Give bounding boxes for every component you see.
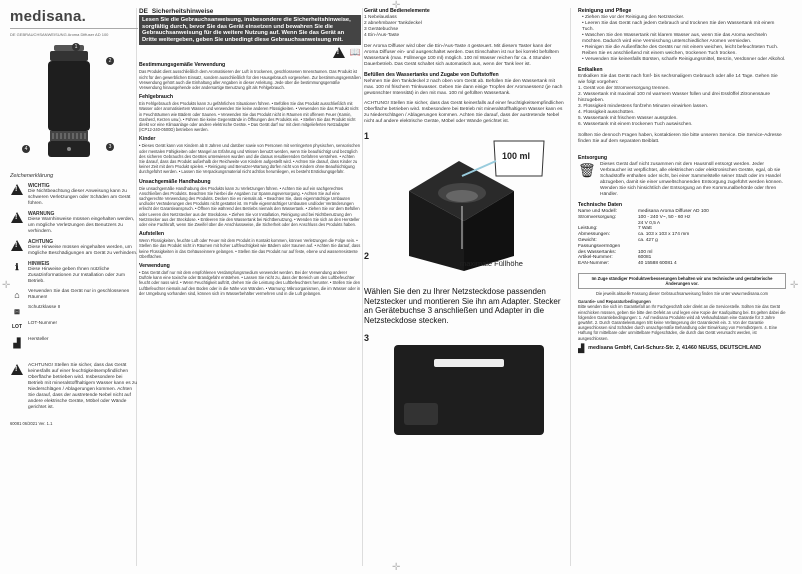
registration-mark-icon: ✛ (392, 0, 401, 11)
list-item: • Ziehen Sie vor der Reinigung den Netzstecker. (582, 15, 685, 20)
symbol-text: Diese Hinweise geben Ihnen nützliche Zusatzinformationen zur Installation oder zum Betrieb. (28, 267, 126, 284)
symbol-row (10, 239, 138, 257)
page-title: Sicherheitshinweise (151, 8, 214, 15)
banner-icons (139, 47, 361, 58)
section-title: Aufstellen (139, 231, 165, 238)
warranty-title: Garantie- und Reparaturbedingungen (578, 299, 651, 305)
fill-title: Befüllen des Wassertanks und Zugabe von Duftstoffen (364, 72, 499, 78)
list-item (364, 33, 564, 39)
list-item: 3. Flüssigkeit mindestens fünfzehn Minuten einwirken lassen. (578, 104, 709, 109)
section-text: Wenn Flüssigkeiten, feuchte Luft oder Feuer mit dem Produkt in Kontakt kommen, können Verletzungen die Folge sein. • Stellen Sie das Produkt nicht in Räumen mit hoher Luftfeuchtigkeit wie Bädern oder Saunen auf. • Achten Sie darauf, dass keine Flüssigkeiten in das Gehäuseinnere gelangen. • Stellen Sie das Produkt nur auf feste, ebene und wasserresistente Oberflächen. (139, 238, 361, 259)
care-item: Waschen Sie den Wassertank mit klarem Wasser aus, wenn Sie das Aroma wechseln möchten. Dadurch wird eine Vermischung unterschiedlicher Aromen vermieden. (582, 33, 767, 44)
manufacturer-address: medisana GmbH, Carl-Schurz-Str. 2, 41460 NEUSS, DEUTSCHLAND (588, 345, 762, 352)
adapter-photo (394, 345, 544, 435)
spec-key: EAN-Nummer: (578, 261, 610, 267)
fill-text: Nehmen Sie den Tankdeckel 2 nach oben vom Gerät ab. Befüllen Sie den Wassertank mit max. 100 ml frischem Trinkwasser. Geben Sie dann einige Tropfen der Aromaessenz (je nach gewünschter Intensität) in den mit max. 100 ml gefüllten Wassertank. (364, 79, 563, 96)
column-cover (10, 8, 138, 566)
section-title: Verwendung (139, 263, 170, 270)
list-item: 2. Wassertank mit maximal 100 ml warmem Wasser füllen und drei Esslöffel Zitronensäure hinzugeben. (578, 92, 771, 103)
registration-mark-icon: ✛ (2, 280, 11, 291)
spec-value: 24 V 0,5 A (638, 220, 661, 226)
list-item: • Waschen Sie den Wassertank mit klarem Wasser aus, wenn Sie das Aroma wechseln möchten. Dadurch wird eine Vermischung unterschiedlicher Aromen vermieden. (582, 33, 767, 44)
list-item: 1. Gerät von der Stromversorgung trennen. (578, 86, 670, 91)
info-icon: ℹ (15, 261, 19, 272)
operation-intro: Der Aroma Diffuser wird über die Ein-/Aus-Taste 4 gesteuert. Mit diesem Taster kann der Aroma Diffuser ein- und ausgeschaltet werden. Das Einschalten ist nur bei korrekt befülltem Wassertank (max. Füllmenge 100 ml) möglich. 100 ml Wasser reichen für ca. 4 Stunden Dauerbetrieb. Das Gerät schaltet sich automatisch aus, wenn der Tank leer ist. (364, 44, 559, 67)
spec-table (578, 209, 786, 267)
step-number: 3 (364, 333, 370, 344)
class-ii-icon: ⧈ (14, 305, 20, 316)
indoor-icon: ⌂ (14, 290, 20, 300)
care-list (578, 15, 786, 63)
parts-title: Gerät und Bedienelemente (364, 8, 430, 14)
bottom-warning-text: ACHTUNG! Stellen Sie sicher, dass das Gerät keinesfalls auf einer feuchtigkeitsempfindlichen Oberfläche betrieben wird. Insbesondere bei Betrieb mit mineralstoffhaltigem Wasser kann es zu Niederschlägen / Ablagerungen kommen. Achten Sie darauf, dass der austretende Nebel nicht auf andere elektrische Geräte, Möbel oder Wände gerichtet ist. (28, 363, 138, 410)
max-fill-label: maximale Füllhöhe (460, 259, 523, 268)
factory-icon: ▟ (13, 337, 21, 348)
bottom-warning (10, 363, 138, 411)
disposal-title: Entsorgung (578, 155, 608, 161)
spec-title: Technische Daten (578, 202, 623, 208)
symbol-row (10, 183, 138, 207)
list-item: 5. Wassertank mit frischem Wasser ausspülen. (578, 116, 678, 121)
support-text: Sollten Sie dennoch Fragen haben, kontaktieren Sie bitte unseren Service. Die Service-Adresse finden Sie auf dem separaten Beiblatt. (578, 133, 782, 144)
filling-image (404, 131, 554, 271)
spec-key: Artikel-Nummer: (578, 255, 613, 261)
section-text: • Das Gerät darf nur mit dem empfohlenen Verdampfungsmedium verwendet werden. Bei der Verwendung anderer Duftöle kann eine toxische oder Brandgefahr entstehen. • Lassen Sie nicht zu, dass der Bereich um den Luftbefeuchter feucht oder nass wird. • Wenn Feuchtigkeit auftritt, drehen Sie die Leistung des Luftbefeuchters herunter. • Stellen Sie den Luftbefeuchter niemals auf den Boden oder in die Nähe von Wänden. • Warnung: Mikroorganismen, die im Wasser oder in der Umgebung vorhanden sind, können sich im Wasserbehälter vermehren und in die Luft gelangen. (139, 270, 361, 296)
spec-key: Leistung: (578, 226, 598, 232)
document-subtitle: DE GEBRAUCHSANWEISUNG Aroma Diffuser AD 100 (10, 32, 109, 37)
list-item: 4. Flüssigkeit ausschütten. (578, 110, 635, 115)
spec-key: des Wassertanks: (578, 249, 616, 255)
manufacturer-footer (578, 344, 786, 353)
spec-value: ca. 103 x 103 x 174 mm (638, 232, 690, 238)
part-number: 3 (364, 27, 367, 32)
symbol-title: WARNUNG (28, 211, 55, 217)
section-text: Das Produkt dient ausschließlich dem Aromatisieren der Luft in trockenen, geschlossenen Innenräumen. Das Produkt ist nicht für den gewerblichen Einsatz, sondern ausschließlich für den Hausgebrauch vorgesehen. Zur bestimmungsgemäßen Verwendung gehört auch die Einhaltung aller Angaben in dieser Anleitung. Jede über die bestimmungsgemäße Verwendung hinausgehende oder andersartige Benutzung gilt als Fehlgebrauch. (139, 69, 361, 90)
symbol-row (10, 211, 138, 235)
spec-value: 100 - 240 V~, 50 - 60 Hz (638, 214, 691, 220)
spec-value: ca. 427 g (638, 237, 658, 243)
part-label: abnehmbarer Tankdeckel (368, 21, 422, 26)
spec-value: 40 15588 60081 4 (638, 261, 677, 267)
spec-key: Name und Modell: (578, 209, 617, 214)
aroma-diffuser-image (44, 45, 94, 161)
symbols-heading: Zeichenerklärung (10, 173, 54, 179)
disposal-block (578, 162, 786, 198)
symbol-text: Verwenden Sie das Gerät nur in geschlossenen Räumen! (28, 289, 130, 300)
divider (10, 28, 138, 29)
section-text: • Dieses Gerät kann von Kindern ab 8 Jahren und darüber sowie von Personen mit verringerten physischen, sensorischen oder mentalen Fähigkeiten oder Mangel an Erfahrung und Wissen benutzt werden, wenn Sie beaufsichtigt und bezüglich des sicheren Gebrauchs des Gerätes unterwiesen wurden und die daraus resultierenden Gefahren verstehen. • Achten Sie darauf, dass das Produkt außerhalb der Reichweite von Kindern aufgestellt wird. • Achten Sie darauf, dass Kinder zu keiner Zeit mit dem Produkt spielen. • Reinigung und Benutzer-Wartung dürfen nicht von Kindern ohne Beaufsichtigung durchgeführt werden. • Lassen Sie Verpackungsmaterial nicht achtlos herumliegen, es besteht Erstickungsgefahr. (139, 143, 361, 175)
care-item: Ziehen Sie vor der Reinigung den Netzstecker. (585, 15, 685, 20)
spec-value: 7 Watt (638, 226, 652, 232)
power-adapter (404, 403, 438, 425)
spec-key: Abmessungen: (578, 232, 610, 238)
spec-value: 100 ml (638, 249, 653, 255)
url-note: Die jeweils aktuelle Fassung dieser Gebrauchsanweisung finden Sie unter www.medisana.com (595, 290, 769, 296)
spec-value: 60081 (638, 255, 652, 261)
symbol-title: HINWEIS (28, 261, 50, 267)
warning-icon (11, 364, 23, 375)
crossed-bin-icon: 🗑 (578, 162, 596, 178)
disposal-text: Dieses Gerät darf nicht zusammen mit dem Hausmüll entsorgt werden. Jeder Verbraucher ist verpflichtet, alle elektrischen oder elektronischen Geräte, egal, ob sie Schadstoffe enthalten oder nicht, bei einer Sammelstelle seiner Stadt oder im Handel abzugeben, damit sie einer umweltschonenden Entsorgung zugeführt werden können. Wenden Sie sich hinsichtlich der Entsorgung an Ihre Kommunalbehörde oder Ihren Händler. (600, 162, 783, 197)
section-title: Unsachgemäße Handhabung (139, 178, 211, 185)
symbol-text: LOT-Nummer (28, 321, 58, 326)
device-illustration (10, 41, 138, 171)
callout-2: 2 (106, 57, 114, 65)
fold-line (362, 8, 363, 566)
plug-instruction: Wählen Sie den zu Ihrer Netzsteckdose passenden Netzstecker und montieren Sie ihn am Adapter. Stecker an Gerätebuchse 3 anschließen und Adapter in die Netzsteckdose stecken. (364, 287, 561, 325)
fold-line (570, 8, 571, 566)
callout-3: 3 (106, 143, 114, 151)
step-number: 1 (364, 131, 370, 141)
section-title: Fehlgebrauch (139, 94, 174, 101)
read-manual-icon: 📖 (349, 47, 361, 58)
symbol-text: Hersteller (28, 337, 49, 342)
registration-mark-icon: ✛ (790, 280, 799, 291)
diffuser-top (434, 359, 504, 367)
care-item: Verwenden Sie keinesfalls Bürsten, scharfe Reinigungsmittel, Benzin, Verdünner oder Alkohol. (585, 57, 786, 62)
symbol-row (10, 321, 138, 333)
part-number: 2 (364, 21, 367, 26)
filling-illustration (364, 127, 564, 277)
descale-steps (578, 86, 786, 128)
symbol-text: Diese Hinweise müssen eingehalten werden, um mögliche Beschädigungen am Gerät zu verhindern. (28, 245, 138, 256)
part-label: Gerätebuchse (368, 27, 399, 32)
section-title: Kinder (139, 136, 156, 143)
warning-icon (11, 184, 23, 195)
symbol-title: ACHTUNG (28, 239, 53, 245)
fill-warning: ACHTUNG! Stellen Sie sicher, dass das Gerät keinesfalls auf einer feuchtigkeitsempfindlichen Oberfläche betrieben wird. Insbesondere bei Betrieb mit mineralstoffhaltigem Wasser kann es zu Niederschlägen / Ablagerungen kommen. Achten Sie darauf, dass der austretende Nebel nicht auf andere elektrische Geräte, Möbel oder Wände gerichtet ist. (364, 101, 564, 124)
step-number: 2 (364, 251, 370, 261)
read-instructions-banner: Lesen Sie die Gebrauchsanweisung, insbesondere die Sicherheitshinweise, sorgfältig durch, bevor Sie das Gerät einsetzen und bewahren Sie die Gebrauchsanweisung für die weitere Nutzung auf. Wenn Sie das Gerät an Dritte weitergeben, geben Sie unbedingt diese Gebrauchsanweisung mit. (139, 15, 361, 45)
list-item: • Verwenden Sie keinesfalls Bürsten, scharfe Reinigungsmittel, Benzin, Verdünner oder Alkohol. (582, 57, 786, 62)
spec-key: Stromversorgung: (578, 214, 617, 220)
symbol-row (10, 289, 138, 301)
list-item: • Reinigen Sie die Außenfläche des Geräts nur mit einem weichen, leicht befeuchteten Tuch. Reiben Sie es anschließend mit einem weichen, trockenen Tuch trocken. (582, 45, 779, 56)
symbol-row (10, 337, 138, 349)
care-item: Leeren Sie das Gerät nach jedem Gebrauch und trocknen Sie den Wassertank mit einem Tuch. (582, 21, 775, 32)
symbol-text: Schutzklasse II (28, 305, 61, 310)
warning-icon (11, 212, 23, 223)
column-safety (139, 8, 361, 566)
spec-value: medisana Aroma Diffuser AD 100 (638, 209, 709, 214)
part-label: Ein-/Aus-Taste (368, 33, 400, 38)
column-care (578, 8, 786, 566)
brand-logo: medisana. (10, 8, 87, 25)
parts-list (364, 15, 564, 39)
improvement-notice: Im Zuge ständiger Produktverbesserungen behalten wir uns technische und gestalterische Änderungen vor. (578, 273, 786, 289)
warranty-text: Bitte wenden Sie sich im Garantiefall an Ihr Fachgeschäft oder direkt an die Servicestelle. Sollten Sie das Gerät einschicken müssen, geben Sie bitte den Defekt an und legen eine Kopie der Kaufquittung bei. Es gelten dabei die folgenden Garantiebedingungen: 1. Auf medisana Produkte wird ab Verkaufsdatum eine Garantie für 3 Jahre gewährt. 2. Durch Garantieleistungen tritt keine Verlängerung der Garantiezeit ein. 3. Von der Garantie ausgeschlossen sind Schäden durch unsachgemäße Behandlung oder Einwirkung von Fremdkörpern. 4. Eine Haftung für mittelbare oder unmittelbare Folgeschäden, die durch das Gerät verursacht werden, ist ausgeschlossen. (578, 304, 786, 341)
descale-text: Entkalken Sie das Gerät nach fünf- bis sechsmaligem Gebrauch oder alle 14 Tage. Gehen Sie wie folgt vorgehen: (578, 74, 778, 85)
part-number: 1 (364, 15, 367, 20)
volume-label: 100 ml (502, 151, 531, 161)
part-label: Nebelauslass (368, 15, 397, 20)
symbol-row (10, 305, 138, 317)
symbol-text: Die Nichtbeachtung dieser Anweisung kann zu schweren Verletzungen oder Schäden am Gerät führen. (28, 189, 131, 206)
warning-icon (11, 240, 23, 251)
spec-key: Gewicht: (578, 237, 597, 243)
care-title: Reinigung und Pflege (578, 8, 632, 14)
spec-key: Fassungsvermögen (578, 243, 621, 249)
callout-4: 4 (22, 145, 30, 153)
descale-title: Entkalken (578, 67, 603, 73)
part-number: 4 (364, 33, 367, 38)
factory-icon: ▟ (578, 343, 585, 353)
section-title: Bestimmungsgemäße Verwendung (139, 62, 226, 69)
section-text: Ein Fehlgebrauch des Produkts kann zu gefährlichen Situationen führen. • Befüllen Sie das Produkt ausschließlich mit Wasser oder aromatisiertem Wasser und verwenden Sie keine anderen Flüssigkeiten. • Verwenden Sie das Produkt nicht in Feuchträumen wie Bädern oder Saunen. • Verwenden Sie das Produkt nicht in Räumen mit offenem Feuer (Kamin, Gasherd, Kerzen usw.). • Führen Sie keine Gegenstände in Öffnungen des Produkts ein. • Stellen Sie das Produkt nicht direkt vor eine Klimaanlage oder andere elektrische Geräte. • Das Gerät darf nur mit dem mitgelieferten Netzadapter (ICP12-240-0500D) betrieben werden. (139, 101, 359, 133)
registration-mark-icon: ✛ (392, 562, 401, 573)
language-label: DE (139, 8, 148, 15)
symbol-text: Diese Warnhinweise müssen eingehalten werden, um mögliche Verletzungen des Benutzers zu verhindern. (28, 217, 135, 234)
symbol-title: WICHTIG (28, 183, 50, 189)
warning-icon (333, 47, 345, 58)
column-operation (364, 8, 564, 566)
section-text: Die unsachgemäße Handhabung des Produkts kann zu Verletzungen führen. • Achten Sie auf ein sachgerechtes Anschließen des Produkts. Beachten Sie hierbei die Angaben zur Spannungsversorgung. • Achten Sie auf eine sachgerechte Verwendung des Produkts. Decken Sie es niemals ab. • Beachten Sie, dass eigenmächtige Umbauten und/oder Veränderungen des Produkts nicht gestattet ist. Im Falle eigenmächtiger Umbauten und/oder Veränderungen erlischt der Garantieanspruch. • Öffnen Sie während des Betriebs niemals den Wassertank. • Ziehen Sie vor dem Befüllen oder Leeren den Netzstecker aus der Steckdose. • Ziehen Sie vor Installation, Reinigung und bei Nichtbenutzung den Netzstecker aus der Steckdose. • Entleeren Sie den Wassertank bei Nichtbenutzung. • Wenden Sie sich an den Hersteller oder eine Fachkraft, wenn Sie Zweifel über die Anschlussweise, die Sicherheit oder den Anschluss des Produkts haben. (139, 185, 360, 228)
care-item: Reinigen Sie die Außenfläche des Geräts nur mit einem weichen, leicht befeuchteten Tuch. Reiben Sie es anschließend mit einem weichen, trockenen Tuch trocken. (582, 45, 779, 56)
symbol-row (10, 261, 138, 285)
list-item: 6. Wassertank mit einem trockenen Tuch auswischen. (578, 122, 693, 127)
lot-icon: LOT (12, 324, 22, 330)
document-code: 60081 06/2021 Ver. 1.1 (10, 421, 53, 426)
callout-1: 1 (72, 43, 80, 51)
section-header (139, 8, 361, 15)
list-item: • Leeren Sie das Gerät nach jedem Gebrauch und trocknen Sie den Wassertank mit einem Tuch. (582, 21, 775, 32)
